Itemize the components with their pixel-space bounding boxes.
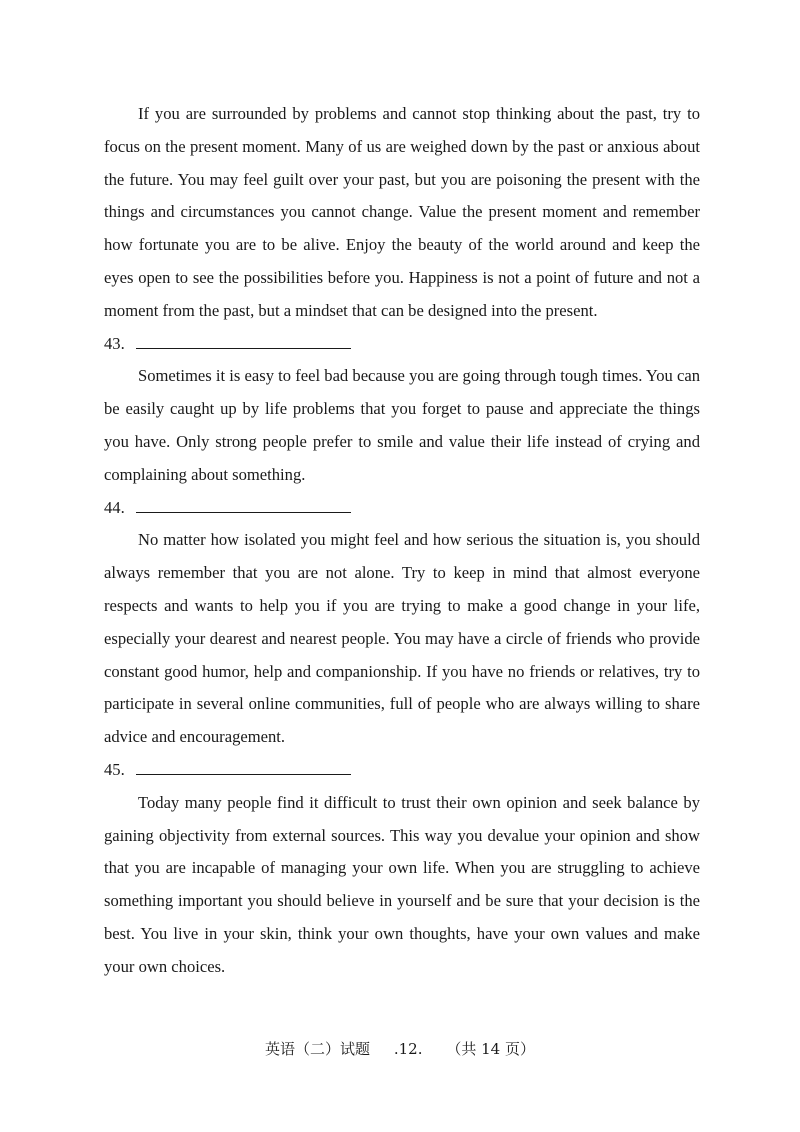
answer-blank[interactable] [136, 756, 351, 775]
paragraph: Sometimes it is easy to feel bad because you are going through tough times. You can be easily caught up by life problems that you forget to pause and appreciate the things you have. Only strong people prefer to smile and value their life instead of crying and complaining about something. [104, 366, 700, 484]
answer-blank[interactable] [136, 494, 351, 513]
item-number: 45. [104, 759, 125, 779]
item-number: 44. [104, 497, 125, 517]
footer-page-number: .12. [393, 1040, 423, 1058]
answer-item-45 [104, 754, 700, 787]
answer-blank[interactable] [136, 330, 351, 349]
document-body [104, 98, 700, 984]
page-footer [0, 1038, 800, 1059]
paragraph: No matter how isolated you might feel and how serious the situation is, you should always remember that you are not alone. Try to keep in mind that almost everyone respects and wants to help you if you are trying to make a good change in your life, especially your dearest and nearest people. You may have a circle of friends who provide constant good humor, help and companionship. If you have no friends or relatives, try to participate in several online communities, full of people who are always willing to share advice and encouragement. [104, 530, 700, 747]
footer-total-pages: （共 14 页） [446, 1040, 535, 1058]
paragraph: Today many people find it difficult to trust their own opinion and seek balance by gaining objectivity from external sources. This way you devalue your opinion and show that you are incapable of managing your own life. When you are struggling to achieve something important you should believe in yourself and be sure that your decision is the best. You live in your skin, think your own thoughts, have your own values and make your own choices. [104, 792, 700, 976]
paragraph: If you are surrounded by problems and cannot stop thinking about the past, try to focus on the present moment. Many of us are weighed down by the past or anxious about the future. You may feel guilt over your past, but you are poisoning the present with the things and circumstances you cannot change. Value the present moment and remember how fortunate you are to be alive. Enjoy the beauty of the world around and keep the eyes open to see the possibilities before you. Happiness is not a point of future and not a moment from the past, but a mindset that can be designed into the present. [104, 104, 700, 320]
answer-item-44 [104, 492, 700, 525]
footer-subject: 英语（二）试题 [265, 1040, 371, 1058]
answer-item-43 [104, 328, 700, 361]
item-number: 43. [104, 333, 125, 353]
